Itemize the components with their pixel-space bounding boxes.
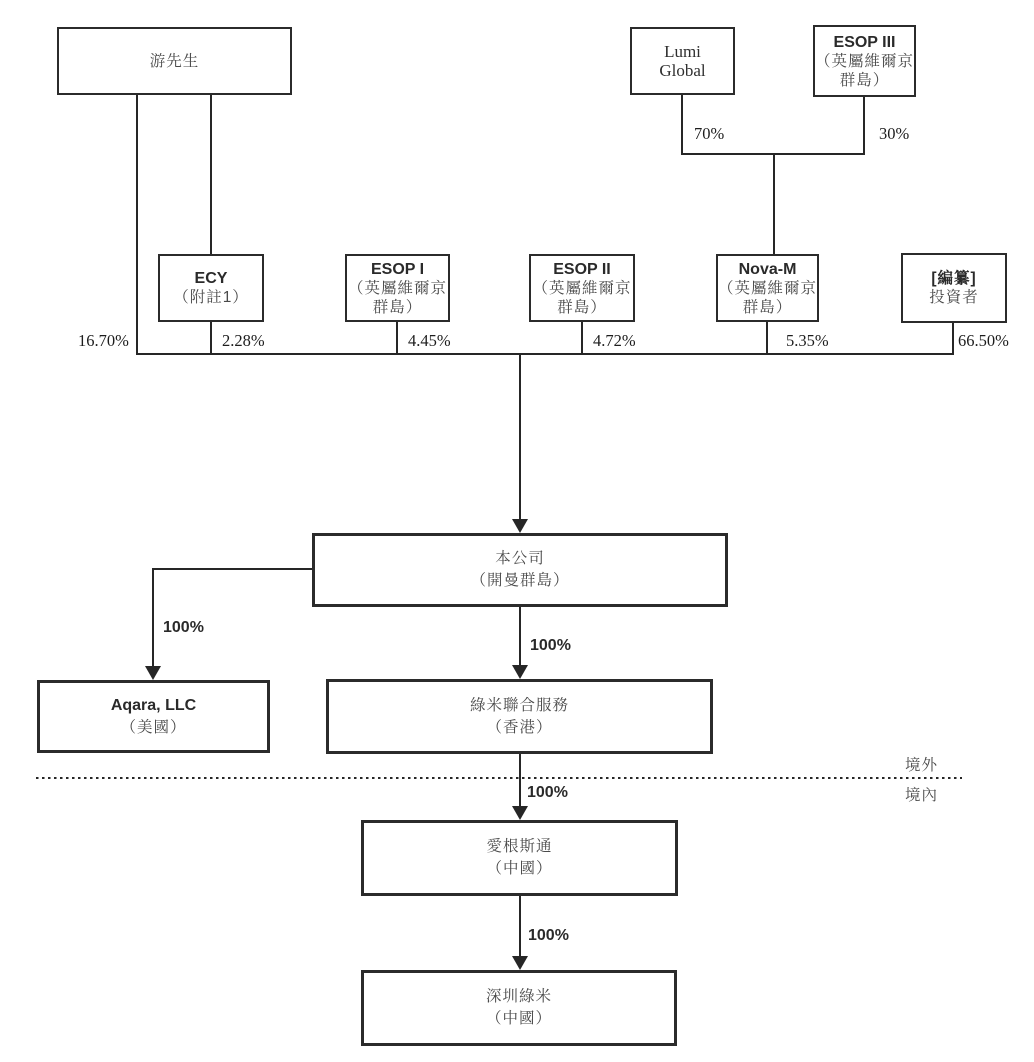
node-shenzhen-lumi-name: 深圳綠米 [485,988,552,1005]
node-ecy-note: （附註1） [173,289,249,306]
arrowhead-aigenstone [512,806,528,820]
node-aigenstone-name: 愛根斯通 [486,838,553,855]
line-aigenstone-to-shenzhenlumi [519,896,521,958]
node-esop-ii [529,254,635,322]
pct-lumi-united: 100% [530,637,571,654]
node-company-jurisdiction: （開曼群島） [470,572,570,589]
node-aigenstone [361,820,678,896]
node-aqara-llc [37,680,270,753]
node-esop-iii-jurisdiction-1: （英屬維爾京 [815,52,915,70]
node-mr-you [57,27,292,95]
node-ecy-name: ECY [194,270,228,287]
pct-investors: 66.50% [958,331,1009,350]
node-nova-m-jurisdiction-2: 群島） [742,298,793,316]
node-nova-m [716,254,819,322]
line-novam-to-bus [766,322,768,355]
pct-esop-i: 4.45% [408,331,451,350]
node-company-name: 本公司 [495,550,545,567]
arrowhead-lumiunited [512,665,528,679]
arrowhead-shenzhenlumi [512,956,528,970]
node-lumi-united-jurisdiction: （香港） [486,718,553,736]
pct-aqara: 100% [163,619,204,636]
line-esop2-to-bus [581,322,583,355]
node-nova-m-jurisdiction-1: （英屬維爾京 [718,279,818,297]
node-ecy [158,254,264,322]
line-lumiglobal-down [681,95,683,153]
line-lumiunited-to-aigenstone [519,754,521,808]
node-investors-label: 投資者 [929,289,979,306]
label-offshore: 境外 [905,757,939,774]
line-esop3-down [863,97,865,153]
node-aqara-llc-name: Aqara, LLC [110,696,197,714]
node-esop-iii-jurisdiction-2: 群島） [839,71,890,89]
node-esop-i [345,254,450,322]
arrowhead-aqara [145,666,161,680]
offshore-onshore-divider [36,777,962,779]
node-esop-iii-name: ESOP III [833,33,896,51]
node-lumi-united [326,679,713,754]
node-investors-tag: [編纂] [931,270,977,287]
pct-esop-iii: 30% [879,124,910,143]
label-onshore: 境內 [905,787,939,804]
node-esop-iii [813,25,916,97]
node-aqara-llc-jurisdiction: （美國） [120,718,187,736]
pct-shenzhen-lumi: 100% [528,927,569,944]
node-company [312,533,728,607]
node-shenzhen-lumi-jurisdiction: （中國） [485,1010,552,1027]
node-esop-ii-jurisdiction-2: 群島） [557,298,607,316]
line-company-left-branch [152,568,312,570]
arrowhead-company [512,519,528,533]
node-lumi-global-label-2: Global [659,61,706,80]
line-branch-to-aqara [152,568,154,668]
line-mryou-to-bus [136,95,138,355]
node-lumi-united-name: 綠米聯合服務 [469,696,569,714]
line-shareholder-bus [136,353,954,355]
line-esop1-to-bus [396,322,398,355]
line-investors-to-bus [952,323,954,355]
pct-nova-m: 5.35% [786,331,829,350]
node-esop-i-jurisdiction-1: （英屬維爾京 [347,279,447,297]
node-lumi-global [630,27,735,95]
pct-aigenstone: 100% [527,784,568,801]
line-mryou-to-ecy [210,95,212,254]
line-junction-to-novam [773,153,775,254]
node-lumi-global-label-1: Lumi [664,42,701,61]
node-nova-m-name: Nova-M [738,260,797,278]
pct-ecy: 2.28% [222,331,265,350]
line-bus-to-company [519,353,521,521]
pct-esop-ii: 4.72% [593,331,636,350]
node-mr-you-label: 游先生 [149,52,200,70]
line-ecy-to-bus [210,322,212,355]
line-company-to-lumiunited [519,607,521,667]
node-shenzhen-lumi [361,970,677,1046]
node-investors [901,253,1007,323]
node-esop-ii-jurisdiction-1: （英屬維爾京 [532,279,632,297]
node-esop-ii-name: ESOP II [553,260,611,278]
node-esop-i-jurisdiction-2: 群島） [372,298,423,316]
pct-lumi-global: 70% [694,124,725,143]
pct-mr-you: 16.70% [78,331,129,350]
node-aigenstone-jurisdiction: （中國） [486,860,553,877]
node-esop-i-name: ESOP I [370,260,425,278]
